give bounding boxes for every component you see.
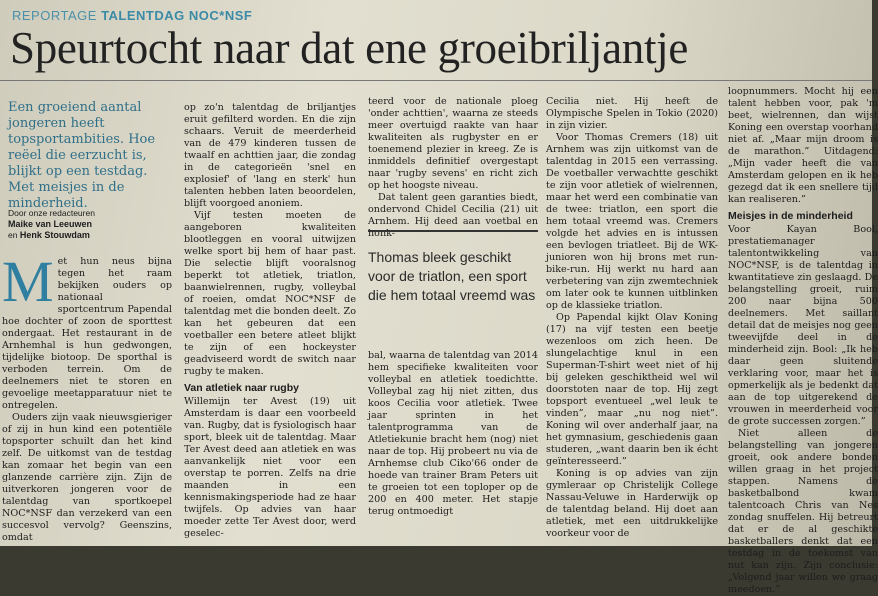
- kicker: [12, 8, 252, 23]
- lead-paragraph: Een groeiend aantal jongeren heeft topsportambities. Hoe reëel die eerzucht is, blijkt op een testdag. Met meisjes in de minderheid.: [8, 100, 156, 211]
- col3-paragraph-2: Dat talent geen garanties biedt, ondervond Chidel Cecilia (21) uit Arnhem. Hij deed aan voetbal en honk-: [368, 192, 538, 239]
- col5-paragraph-1: loopnummers. Mocht hij een talent hebben voor, pak 'm beet, wielrennen, dan wijst Koning een overstap voorhand niet af. „Maar mijn droom is de marathon.” Uitdagend: „Mijn vader heeft die van Amsterdam gelopen en ik heb gezegd dat ik een snellere tijd kan realiseren.”: [728, 86, 878, 205]
- col1-paragraph-1: [2, 249, 172, 412]
- col4-paragraph-3: Op Papendal kijkt Olav Koning (17) na vijf testen een beetje wezenloos om zich heen. De slungelachtige knul in een Superman-T-shirt weet niet of hij bij geleken geschiktheid wel wil doorstoten naar de top. Hij zegt topsport eventueel „wel leuk te vinden”, maar „nu nog niet”. Koning wil over anderhalf jaar, na het gymnasium, geschiedenis gaan studeren, „want daarin ben ik écht geïnteresseerd.”: [546, 312, 718, 467]
- col2-paragraph-3: Willemijn ter Avest (19) uit Amsterdam is daar een voorbeeld van. Rugby, dat is fysiologisch haar sport, bleek uit de talentdag. Maar Ter Avest deed aan atletiek en was aanvankelijk niet voor een overstap te porren. Zelfs na drie maanden in een kennismakingsperiode had ze haar twijfels. Op advies van haar moeder zette Ter Avest door, werd geselec-: [184, 396, 356, 539]
- drop-cap: M: [2, 249, 54, 314]
- col3-paragraph-1: teerd voor de nationale ploeg 'onder achttien', waarna ze steeds meer overtuigd raakte van haar kwaliteiten als rugbyster en er toenemend plezier in kreeg. Ze is inmiddels definitief overgestapt naar 'rugby sevens' en richt zich op het hoogste niveau.: [368, 96, 538, 191]
- column-1: [2, 249, 172, 546]
- col3-paragraph-3: bal, waarna de talentdag van 2014 hem specifieke kwaliteiten voor volleybal en atletiek toedichtte. Volleybal zag hij niet zitten, dus koos Cecilia voor atletiek. Twee jaar sprinten in het talentprogramma van de Atletiekunie bracht hem (nog) niet naar de top. Hij probeert nu via de Arnhemse club Ciko'66 onder de hoede van trainer Bram Peters uit te groeien tot een toploper op de 200 en 400 meter. Het stapje terug ontmoedigt: [368, 350, 538, 517]
- byline-author-1: Maike van Leeuwen: [8, 219, 93, 229]
- col2-subheading: Van atletiek naar rugby: [184, 382, 299, 394]
- col5-paragraph-2: Voor Kayan Bool, prestatiemanager talentontwikkeling van NOC*NSF, is de talentdag in kwantitatieve zin geslaagd. De belangstelling groeit, ruim 200 naar bijna 500 deelnemers. Met saillant detail dat de meisjes nog geen tweevijfde deel in de minderheid zijn. Bool: „Ik heb daar geen sluitende verklaring voor, maar het is opmerkelijk als je bedenkt dat aan de top uitgerekend de vrouwen in meerderheid voor de grote successen zorgen.”: [728, 224, 878, 427]
- headline: Speurtocht naar dat ene groeibriljantje: [10, 23, 689, 73]
- byline: [8, 208, 168, 241]
- col5-subheading: Meisjes in de minderheid: [728, 210, 853, 222]
- col4-paragraph-1: Cecilia niet. Hij heeft de Olympische Spelen in Tokio (2020) in zijn vizier.: [546, 96, 718, 131]
- header-rule: [0, 80, 872, 81]
- column-3-top: [368, 96, 538, 239]
- byline-joiner: en: [8, 230, 18, 240]
- column-4: [546, 96, 718, 546]
- column-2: [184, 102, 356, 546]
- col4-paragraph-2: Voor Thomas Cremers (18) uit Arnhem was zijn uitkomst van de talentdag in 2015 een verrassing. De voetballer verwachtte geschikt te zijn voor atletiek of wielrennen, maar het werd een combinatie van de twee: triatlon, een sport die hem totaal vreemd was. Cremers volgde het advies en is intussen een bevlogen triatleet. Bij de WK-junioren won hij brons met run-bike-run. Hij werkt nu hard aan verbetering van zijn zwemtechniek om later ook te kunnen uitblinken op de klassieke triatlon.: [546, 132, 718, 311]
- byline-intro: Door onze redacteuren: [8, 208, 95, 218]
- col1-paragraph-2: Ouders zijn vaak nieuwsgieriger of zij in hun kind een potentiële topsporter schuilt dan het kind zelf. De uitkomst van de testdag kan zomaar het begin van een glanzende carrière zijn. Zijn de uitverkoren jongeren voor de talentdag van sportkoepel NOC*NSF dan verzekerd van een succesvol vervolg? Geenszins, omdat: [2, 412, 172, 543]
- pull-quote: Thomas bleek geschikt voor de triatlon, een sport die hem totaal vreemd was: [368, 230, 538, 305]
- col5-paragraph-3: Niet alleen de belangstelling van jongeren groeit, ook andere bonden willen graag in het project stappen. Namens de basketbalbond kwam talentcoach Chris van Nes zondag snuffelen. Hij betreurt dat er de al geschikte basketballers denkt dat een testdag in de toekomst van nut kan zijn. Zijn conclusie: „Volgend jaar willen we graag meedoen.”: [728, 428, 878, 595]
- column-5: [728, 86, 878, 595]
- col1-p1-text: et hun neus bijna tegen het raam bekijken ouders op nationaal sportcentrum Papendal hoe dochter of zoon de sporttest ondergaat. Het restaurant in de Arnhemhal is hun gedwongen, tijdelijke biotoop. De sporthal is verboden terrein. Om de deelnemers niet te storen en gevoelige meetapparatuur niet te ontregelen.: [2, 256, 172, 411]
- col2-paragraph-1: op zo'n talentdag de briljantjes eruit gefilterd worden. En die zijn schaars. Veruit de meerderheid van de 479 kinderen tussen de twaalf en achttien jaar, die zondag in de categorieën 'snel en explosief' of 'lang en sterk' hun talenten hebben laten beoordelen, blijft voorgoed anoniem.: [184, 102, 356, 209]
- col2-paragraph-2: Vijf testen moeten de aangeboren kwaliteiten blootleggen en vooral uitwijzen welke sport bij hem of haar past. Die selectie blijft vooralsnog beperkt tot atletiek, triatlon, baanwielrennen, rugby, volleybal of roeien, omdat NOC*NSF de talentdag met die bonden deelt. Zo kan het gebeuren dat een voetballer een betere atleet blijkt te zijn of een hockeyster geadviseerd wordt de switch naar rugby te maken.: [184, 210, 356, 377]
- kicker-topic: TALENTDAG NOC*NSF: [101, 8, 253, 23]
- column-3-bottom: [368, 350, 538, 546]
- byline-author-2: Henk Stouwdam: [19, 230, 90, 240]
- col4-paragraph-4: Koning is op advies van zijn gymleraar op Christelijk College Nassau-Veluwe in Harderwijk op de talentdag beland. Hij doet aan atletiek, met een uitdrukkelijke voorkeur voor de: [546, 468, 718, 539]
- kicker-section: REPORTAGE: [12, 8, 97, 23]
